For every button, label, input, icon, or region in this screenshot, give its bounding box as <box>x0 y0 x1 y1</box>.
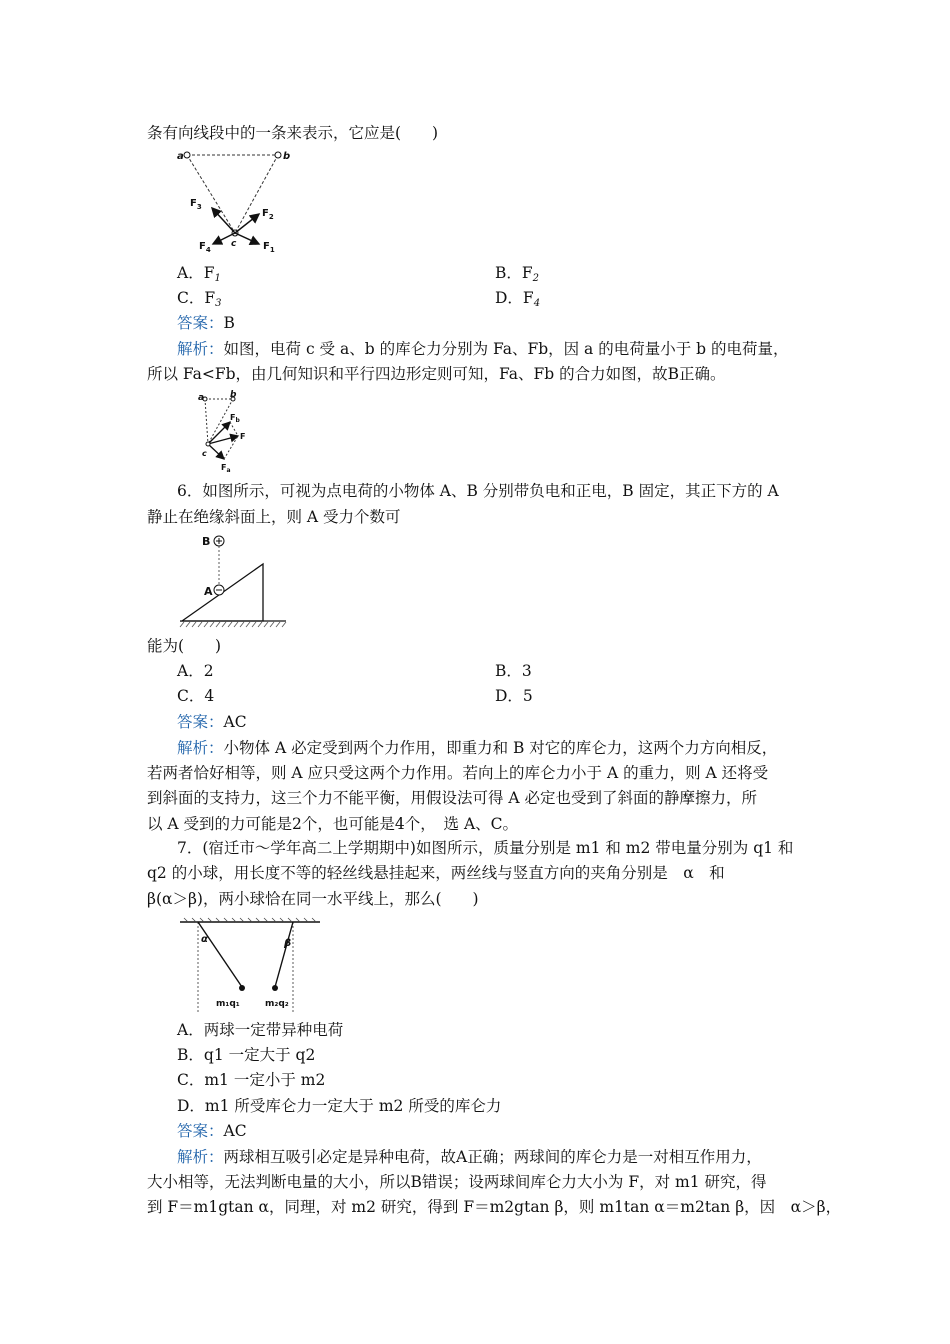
fig-label-F2: $F_2$ <box>262 208 274 221</box>
q7-analysis-line-3: 到 F＝m1gtan α，同理，对 m2 研究，得到 F＝m2gtan β，则 m1tan α＝m2tan β，因 α＞β， <box>147 1198 842 1216</box>
q5-option-c: C．$F_3$ <box>177 289 222 309</box>
q5-stem-tail: 条有向线段中的一条来表示，它应是( ) <box>147 124 439 142</box>
fig2-label-b: b <box>230 390 237 400</box>
fig-label-A: A <box>204 585 213 598</box>
q5-analysis-line-2: 所以 Fa<Fb，由几何知识和平行四边形定则可知，Fa、Fb 的合力如图，故B正确。 <box>147 365 726 383</box>
q6-analysis-line-2: 若两者恰好相等，则 A 应只受这两个力作用。若向上的库仑力小于 A 的重力，则 A 还将受 <box>147 764 769 782</box>
q6-answer: 答案：AC <box>177 713 247 731</box>
q7-pendulum-diagram <box>180 917 325 1022</box>
q6-option-d: D．5 <box>495 687 533 705</box>
q6-stem-line-3: 能为( ) <box>147 637 222 655</box>
q5-analysis-line-1: 解析：如图，电荷 c 受 a、b 的库仑力分别为 Fa、Fb，因 a 的电荷量小于 b 的电荷量， <box>177 340 789 358</box>
q7-stem-line-2: q2 的小球，用长度不等的轻丝线悬挂起来，两丝线与竖直方向的夹角分别是 α 和 <box>147 864 725 882</box>
fig2-label-F: F <box>240 432 246 441</box>
q7-option-b: B．q1 一定大于 q2 <box>177 1046 316 1064</box>
q7-answer: 答案：AC <box>177 1122 247 1140</box>
q7-stem-line-3: β(α＞β)，两小球恰在同一水平线上，那么( ) <box>147 890 479 908</box>
q6-analysis-line-3: 到斜面的支持力，这三个力不能平衡，用假设法可得 A 必定也受到了斜面的静摩擦力，所 <box>147 789 758 807</box>
fig-label-F4: $F_4$ <box>199 241 211 254</box>
q5-answer: 答案：B <box>177 314 235 332</box>
fig-label-F3: $F_3$ <box>190 198 202 211</box>
fig-label-F1: $F_1$ <box>263 241 275 254</box>
q6-incline-diagram <box>178 528 288 633</box>
fig2-label-c: c <box>202 449 207 458</box>
q5-resultant-diagram <box>200 392 260 472</box>
fig-label-alpha: α <box>201 934 208 945</box>
q5-option-a: A．$F_1$ <box>177 264 221 284</box>
q6-stem-line-2: 静止在绝缘斜面上，则 A 受力个数可 <box>147 508 401 526</box>
q6-option-c: C．4 <box>177 687 215 705</box>
fig-label-c: c <box>231 239 237 249</box>
q7-analysis-line-1: 解析：两球相互吸引必定是异种电荷，故A正确；两球间的库仑力是一对相互作用力， <box>177 1148 762 1166</box>
fig-label-a: a <box>177 151 184 162</box>
q5-option-b: B．$F_2$ <box>495 264 540 284</box>
fig-label-ball1: m₁q₁ <box>216 999 240 1009</box>
fig-label-ball2: m₂q₂ <box>265 999 289 1009</box>
fig2-label-a: a <box>198 393 205 403</box>
q7-stem-line-1: 7．(宿迁市～学年高二上学期期中)如图所示，质量分别是 m1 和 m2 带电量分别为 q1 和 <box>177 839 794 857</box>
q6-stem-line-1: 6．如图所示，可视为点电荷的小物体 A、B 分别带负电和正电，B 固定，其正下方的 A <box>177 482 779 500</box>
q7-analysis-line-2: 大小相等，无法判断电量的大小，所以B错误；设两球间库仑力大小为 F，对 m1 研究，得 <box>147 1173 767 1191</box>
q5-force-diagram <box>175 145 305 255</box>
q6-analysis-line-4: 以 A 受到的力可能是2个，也可能是4个， 选 A、C。 <box>147 815 519 833</box>
q5-option-d: D．$F_4$ <box>495 289 541 309</box>
fig-label-beta: β <box>284 938 292 949</box>
q7-option-d: D．m1 所受库仑力一定大于 m2 所受的库仑力 <box>177 1097 502 1115</box>
q7-option-c: C．m1 一定小于 m2 <box>177 1071 326 1089</box>
q6-option-a: A．2 <box>177 662 214 680</box>
q6-option-b: B．3 <box>495 662 532 680</box>
fig-label-b: b <box>283 151 291 162</box>
fig2-label-Fb: $F_b$ <box>230 413 240 424</box>
fig2-label-Fa: $F_a$ <box>221 463 231 474</box>
fig-label-B: B <box>202 535 211 548</box>
q7-option-a: A．两球一定带异种电荷 <box>177 1021 344 1039</box>
q6-analysis-line-1: 解析：小物体 A 必定受到两个力作用，即重力和 B 对它的库仑力，这两个力方向相反， <box>177 739 778 757</box>
